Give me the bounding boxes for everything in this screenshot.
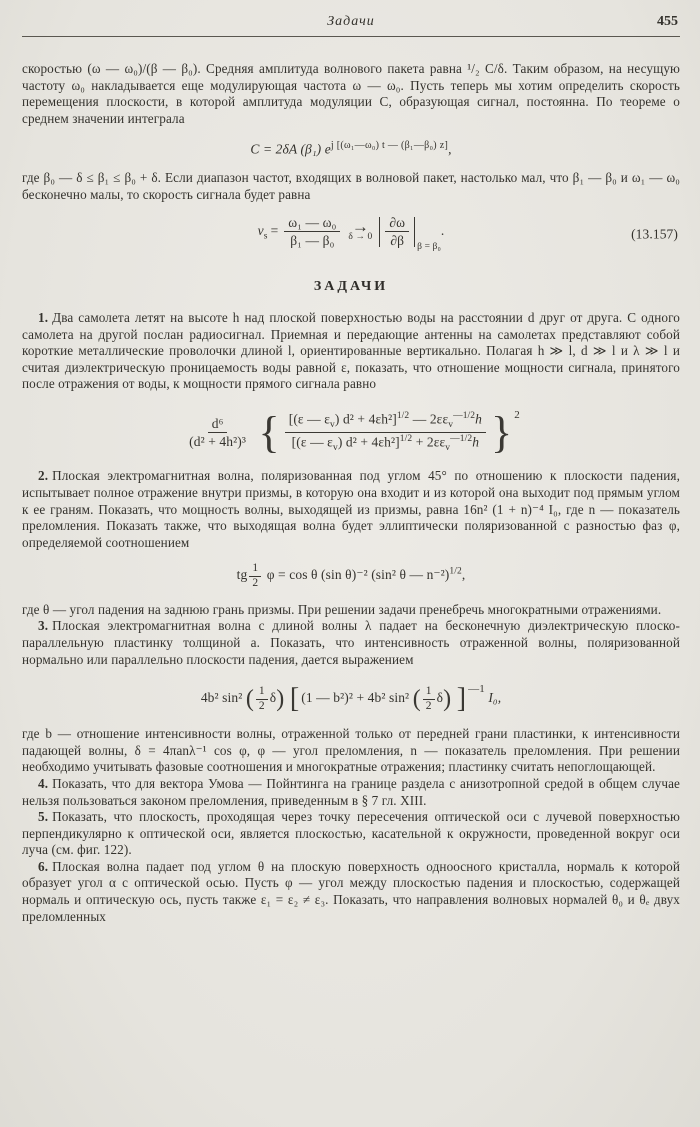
formula-period: . (440, 222, 445, 238)
derivative-numerator: ∂ω (385, 215, 409, 233)
p2-tg: tg (236, 567, 248, 583)
formula-signal-velocity (22, 215, 680, 256)
formula-problem-3 (22, 681, 680, 713)
section-title: ЗАДАЧИ (313, 279, 389, 295)
page-header (22, 14, 680, 32)
p1-den-exp-half: 1/2 (399, 434, 413, 445)
right-vertical-bar (414, 217, 415, 247)
p2-half-denominator: 2 (252, 576, 259, 589)
p3-half-den-2: 2 (425, 699, 432, 712)
equation-number: (13.157) (631, 226, 678, 242)
formula-amplitude-exponent: j [(ω₁—ω₀) t — (β₁—β₀) z] (330, 140, 449, 152)
p1-den-exp-neg-half: —1/2 (450, 434, 473, 445)
p1-num-epsilon-v-sub: v (330, 420, 335, 431)
problem-5-number: 5. (38, 809, 49, 825)
p3-lead: 4b² sin² (200, 690, 243, 706)
limit-condition: δ → 0 (348, 231, 373, 242)
p1-num-epsilon-v-sub-2: v (448, 420, 454, 431)
limit-group (348, 216, 373, 243)
p3-bracket-exponent: —1 (468, 683, 485, 696)
p3-inner: (1 — b²)² + 4b² sin² (301, 690, 410, 706)
intro-paragraph-2-text: где β₀ — δ ≤ β₁ ≤ β₀ + δ. Если диапазон частот, входящих в волновой пакет, настолько мал, что β₁ — β₀ и ω₁ — ω₀ бесконечно малы, то скорость сигнала будет равна (22, 170, 680, 203)
p3-half-den-1: 2 (258, 699, 265, 712)
problem-5 (22, 809, 680, 859)
derivative-denominator: ∂β (390, 233, 405, 249)
formula-wave-packet-amplitude (22, 138, 680, 158)
evaluation-subscript: β = β₀ (417, 241, 441, 252)
p1-num-mid: — 2εε (409, 411, 449, 427)
p1-num-bracket-post: ) d² + 4εh²] (334, 411, 397, 427)
p3-paren-open-1: ( (245, 686, 254, 713)
p1-left-denominator: (d² + 4h²)³ (189, 434, 247, 450)
problem-2-continuation-text: где θ — угол падения на заднюю грань призмы. При решении задачи пренебречь многократными отражениями. (22, 601, 662, 617)
p1-den-h: h (472, 434, 480, 450)
formula-amplitude-base: C = 2δA (β₁) e (250, 141, 331, 157)
intro-paragraph-1 (22, 61, 680, 127)
page-body (22, 61, 680, 925)
p3-half-fraction-2 (423, 685, 435, 712)
problem-3-text: Плоская электромагнитная волна с длиной волны λ падает на бесконечную диэлектрическую плоско-параллельную пластинку толщиной a. Показать, что интенсивность отраженной волны, поляризованной нормально или параллельно плоскости падения, дается выражением (22, 618, 680, 667)
p2-half-numerator: 1 (249, 562, 261, 576)
p1-num-h: h (475, 411, 482, 427)
formula-problem-1 (22, 407, 680, 458)
frequency-fraction-denominator: β₁ — β₀ (290, 233, 335, 249)
p1-brace-open: { (258, 408, 280, 458)
problem-3 (22, 618, 680, 668)
p3-paren-close-1: ) (276, 686, 285, 713)
equals-sign: = (270, 222, 279, 238)
derivative-fraction (385, 215, 409, 249)
p2-tail: , (461, 567, 466, 583)
problem-3-continuation (22, 726, 680, 776)
p1-num-bracket-pre: [(ε — ε (288, 411, 331, 427)
p3-paren-open-2: ( (412, 686, 421, 713)
problem-4 (22, 776, 680, 809)
problem-6-number: 6. (38, 858, 49, 874)
frequency-fraction (284, 215, 340, 249)
problem-3-continuation-text: где b — отношение интенсивности волны, отраженной только от передней грани пластинки, к интенсивности падающей волны, δ = 4πanλ⁻¹ cos φ, φ — угол преломления, n — показатель преломления. При решении необходимо учитывать фазовые соотношения и многократные отражения; пластинку считать непоглощающей. (22, 726, 680, 775)
problem-3-number: 3. (38, 618, 49, 634)
problem-6-text: Плоская волна падает под углом θ на плоскую поверхность одноосного кристалла, нормаль к которой образует угол α с оптической осью. Пусть φ — угол между плоскостью падения и плоскостью, содержащей нормаль и оптическую ось, пусть также ε₁ = ε₂ ≠ ε₃. Показать, что направления волновых нормалей θ₀ и θₑ двух преломленных (22, 858, 680, 924)
p1-den-epsilon-v-sub-2: v (445, 443, 451, 454)
problem-1 (22, 310, 680, 393)
p1-den-bracket-pre: [(ε — ε (291, 434, 333, 450)
p1-left-fraction (185, 416, 250, 450)
p1-left-numerator: d⁶ (208, 416, 228, 434)
formula-amplitude-tail: , (448, 141, 452, 157)
vs-subscript: s (263, 231, 268, 242)
problem-1-text: Два самолета летят на высоте h над плоской поверхностью воды на расстоянии d друг от друга. С одного самолета на другой послан радиосигнал. Приемная и передающие антенны на самолетах представляют собой короткие металлические проволочки длиной l, ориентированные вертикально. Полагая h ≫ l, d ≫ l и λ ≫ l и считая диэлектрическую проницаемость воды равной ε, показать, что отношение мощности сигнала, принятого после отражения от воды, к мощности прямого сигнала равно (22, 309, 680, 392)
problem-2-continuation (22, 602, 680, 619)
problem-2-number: 2. (38, 468, 49, 484)
p3-tail: I₀, (488, 690, 502, 706)
p1-num-exp-neg-half: —1/2 (453, 411, 476, 422)
problem-4-number: 4. (38, 775, 49, 791)
running-title: Задачи (327, 14, 375, 29)
p1-fresnel-numerator (285, 411, 486, 433)
p1-num-exp-half: 1/2 (396, 411, 410, 422)
p3-paren-close-2: ) (443, 686, 452, 713)
p3-half-num-2: 1 (423, 685, 435, 699)
p3-delta-2: δ (436, 690, 444, 706)
p1-brace-close: } (491, 408, 513, 458)
problem-5-text: Показать, что плоскость, проходящая через точку пересечения оптической оси с лучевой поверхностью перпендикулярно к оптической оси, является плоскостью, касательной к окружности, проведенной вокруг оси луча (см. фиг. 122). (22, 809, 680, 858)
p1-fresnel-fraction (285, 411, 486, 454)
frequency-fraction-numerator: ω₁ — ω₀ (284, 215, 340, 233)
page-number: 455 (657, 14, 678, 29)
header-rule (22, 36, 680, 37)
p1-fresnel-denominator (288, 433, 483, 454)
problem-2-text: Плоская электромагнитная волна, поляризованная под углом 45° по отношению к плоскости падения, испытывает полное отражение внутри призмы, в которую она входит и из которой она выходит под прямым углом к ее граням. Показать, что мощность волны, выходящей из призмы, равна 16n² (1 + n)⁻⁴ I₀, где n — показатель преломления. Показать также, что выходящая волна будет эллиптически поляризованной с разностью фаз φ, определяемой соотношением (22, 468, 680, 550)
p1-den-epsilon-v-sub: v (332, 443, 338, 454)
p1-den-bracket-post: ) d² + 4εh²] (337, 434, 400, 450)
p2-half-fraction (249, 562, 261, 589)
p3-half-fraction-1 (256, 685, 268, 712)
p3-half-num-1: 1 (256, 685, 268, 699)
p3-bracket-open: [ (289, 683, 300, 715)
left-vertical-bar (379, 217, 380, 247)
p1-den-mid: + 2εε (412, 434, 446, 450)
problem-6 (22, 859, 680, 925)
p3-bracket-close: ] (456, 683, 467, 715)
p2-expression: φ = cos θ (sin θ)⁻² (sin² θ — n⁻²) (263, 567, 450, 583)
p3-delta-1: δ (269, 690, 277, 706)
limit-arrow-icon: → (351, 216, 369, 236)
vs-symbol: v (257, 222, 264, 238)
p1-brace-exponent: 2 (514, 408, 520, 421)
intro-paragraph-1-text: скоростью (ω — ω₀)/(β — β₀). Средняя амплитуда волнового пакета равна ¹/₂ C/δ. Таким образом, на несущую частоту ω₀ накладывается еще модулирующая частота ω — ω₀. Пусть теперь мы хотим определить скорость перемещения плоскости, в которой амплитуда модуляции C, образующая сигнал, постоянна. По теореме о среднем значении интеграла (22, 61, 680, 126)
problem-1-number: 1. (38, 309, 49, 325)
p2-exponent: 1/2 (449, 566, 462, 577)
formula-problem-2 (22, 562, 680, 589)
intro-paragraph-2 (22, 170, 680, 203)
problem-4-text: Показать, что для вектора Умова — Пойнтинга на границе раздела с анизотропной средой в общем случае нельзя пользоваться законом преломления, приведенным в § 7 гл. XIII. (22, 775, 680, 808)
problem-2 (22, 468, 680, 551)
